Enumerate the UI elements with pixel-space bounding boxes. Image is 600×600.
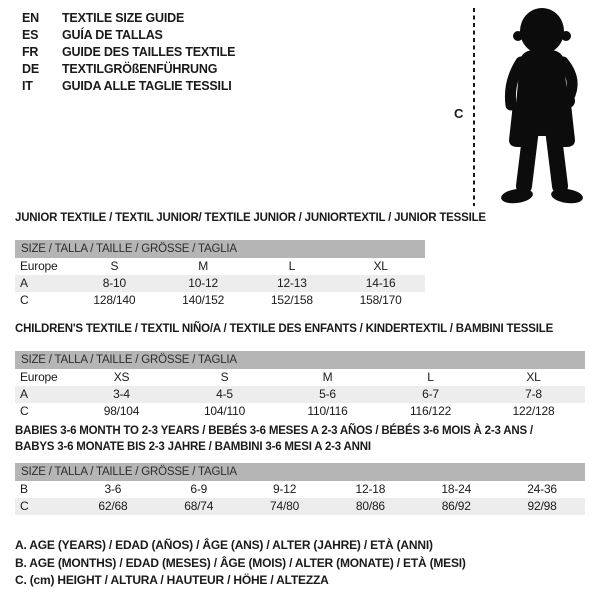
height-figure bbox=[440, 4, 598, 212]
table-cell: 8-10 bbox=[102, 275, 126, 290]
row-label: B bbox=[20, 482, 28, 496]
table-cell: 12-18 bbox=[355, 482, 386, 496]
table-cell: 86/92 bbox=[441, 499, 471, 513]
language-title: TEXTILE SIZE GUIDE bbox=[62, 11, 185, 25]
section-title bbox=[15, 424, 585, 455]
table-cell: 10-12 bbox=[188, 275, 218, 290]
table-cell: 122/128 bbox=[512, 403, 555, 418]
table-cell: 6-9 bbox=[190, 482, 208, 496]
table-row bbox=[15, 403, 585, 420]
row-label: C bbox=[20, 499, 29, 513]
table-cell: 140/152 bbox=[182, 292, 225, 307]
table-row bbox=[15, 275, 425, 292]
size-table bbox=[15, 240, 425, 309]
size-table bbox=[15, 351, 585, 420]
section-title-line: CHILDREN'S TEXTILE / TEXTIL NIÑO/A / TEXTILE DES ENFANTS / KINDERTEXTIL / BAMBINI TESSILE bbox=[15, 323, 554, 335]
table-row bbox=[15, 481, 585, 498]
table-cell: 4-5 bbox=[216, 386, 233, 401]
section-title-line: BABIES 3-6 MONTH TO 2-3 YEARS / BEBÉS 3-6 MESES A 2-3 AÑOS / BÉBÉS 3-6 MOIS À 2-3 ANS / bbox=[15, 425, 533, 437]
language-title: TEXTILGRÖßENFÜHRUNG bbox=[62, 62, 218, 76]
table-cell: 7-8 bbox=[525, 386, 542, 401]
table-cell: 9-12 bbox=[272, 482, 297, 496]
table-cell: 158/170 bbox=[359, 292, 402, 307]
size-header-bar: SIZE / TALLA / TAILLE / GRÖSSE / TAGLIA bbox=[15, 351, 585, 369]
size-section-children bbox=[15, 322, 585, 420]
height-label-c: C bbox=[454, 106, 464, 121]
table-cell: 104/110 bbox=[203, 403, 246, 418]
language-row bbox=[22, 27, 235, 44]
table-row bbox=[15, 292, 425, 309]
table-row bbox=[15, 498, 585, 515]
table-cell: XL bbox=[373, 258, 388, 273]
language-row bbox=[22, 10, 235, 27]
table-cell: S bbox=[220, 369, 229, 384]
language-code: EN bbox=[22, 11, 39, 25]
language-code: FR bbox=[22, 45, 39, 59]
table-cell: 110/116 bbox=[307, 403, 348, 418]
table-cell: XS bbox=[113, 369, 130, 384]
table-cell: 6-7 bbox=[422, 386, 439, 401]
size-section-babies bbox=[15, 424, 585, 515]
table-cell: L bbox=[427, 369, 434, 384]
row-label: Europe bbox=[20, 258, 58, 273]
language-title: GUIDA ALLE TAGLIE TESSILI bbox=[62, 79, 232, 93]
row-label: A bbox=[20, 275, 28, 290]
table-cell: 80/86 bbox=[355, 499, 385, 513]
table-cell: 12-13 bbox=[277, 275, 307, 290]
table-cell: 62/68 bbox=[98, 499, 128, 513]
section-title-line: JUNIOR TEXTILE / TEXTIL JUNIOR/ TEXTILE JUNIOR / JUNIORTEXTIL / JUNIOR TESSILE bbox=[15, 212, 486, 224]
footnote-line: C. (cm) HEIGHT / ALTURA / HAUTEUR / HÖHE / ALTEZZA bbox=[15, 573, 329, 587]
table-cell: M bbox=[198, 258, 209, 273]
table-cell: 116/122 bbox=[409, 403, 452, 418]
language-code: IT bbox=[22, 79, 33, 93]
language-row bbox=[22, 44, 235, 61]
footnote-line: B. AGE (MONTHS) / EDAD (MESES) / ÂGE (MOIS) / ALTER (MONATE) / ETÀ (MESI) bbox=[15, 555, 466, 570]
table-cell: 68/74 bbox=[184, 499, 214, 513]
table-cell: 128/140 bbox=[93, 292, 136, 307]
section-title bbox=[15, 211, 486, 227]
table-cell: L bbox=[288, 258, 296, 273]
row-label: C bbox=[20, 403, 29, 418]
section-title bbox=[15, 322, 585, 338]
table-cell: 152/158 bbox=[270, 292, 313, 307]
table-cell: S bbox=[110, 258, 119, 273]
footnotes bbox=[15, 537, 466, 590]
language-code: DE bbox=[22, 62, 39, 76]
table-cell: XL bbox=[526, 369, 541, 384]
table-cell: 92/98 bbox=[527, 499, 557, 513]
table-cell: 14-16 bbox=[365, 275, 396, 290]
table-cell: 24-36 bbox=[527, 482, 557, 496]
height-dashed-line bbox=[473, 8, 475, 206]
table-cell: 3-6 bbox=[104, 482, 122, 496]
size-table bbox=[15, 463, 585, 515]
table-cell: 18-24 bbox=[441, 482, 472, 496]
row-label: C bbox=[20, 292, 29, 307]
table-cell: 98/104 bbox=[103, 403, 140, 418]
table-row bbox=[15, 369, 585, 386]
size-header-bar: SIZE / TALLA / TAILLE / GRÖSSE / TAGLIA bbox=[15, 240, 425, 258]
table-cell: 74/80 bbox=[270, 499, 300, 513]
table-cell: M bbox=[322, 369, 333, 384]
language-row bbox=[22, 78, 235, 95]
row-label: Europe bbox=[20, 369, 58, 384]
table-row bbox=[15, 386, 585, 403]
size-header-bar: SIZE / TALLA / TAILLE / GRÖSSE / TAGLIA bbox=[15, 463, 585, 481]
child-silhouette-icon bbox=[486, 4, 598, 212]
language-row bbox=[22, 61, 235, 78]
table-row bbox=[15, 258, 425, 275]
table-cell: 3-4 bbox=[113, 386, 130, 401]
language-code: ES bbox=[22, 28, 39, 42]
section-title-line: BABYS 3-6 MONATE BIS 2-3 JAHRE / BAMBINI 3-6 MESI A 2-3 ANNI bbox=[15, 440, 371, 453]
size-section-junior bbox=[15, 211, 486, 309]
language-guide bbox=[22, 10, 235, 95]
language-title: GUIDE DES TAILLES TEXTILE bbox=[62, 45, 236, 59]
language-title: GUÍA DE TALLAS bbox=[62, 28, 163, 42]
row-label: A bbox=[20, 386, 28, 401]
table-cell: 5-6 bbox=[319, 386, 336, 401]
footnote-line: A. AGE (YEARS) / EDAD (AÑOS) / ÂGE (ANS) / ALTER (JAHRE) / ETÀ (ANNI) bbox=[15, 538, 433, 552]
